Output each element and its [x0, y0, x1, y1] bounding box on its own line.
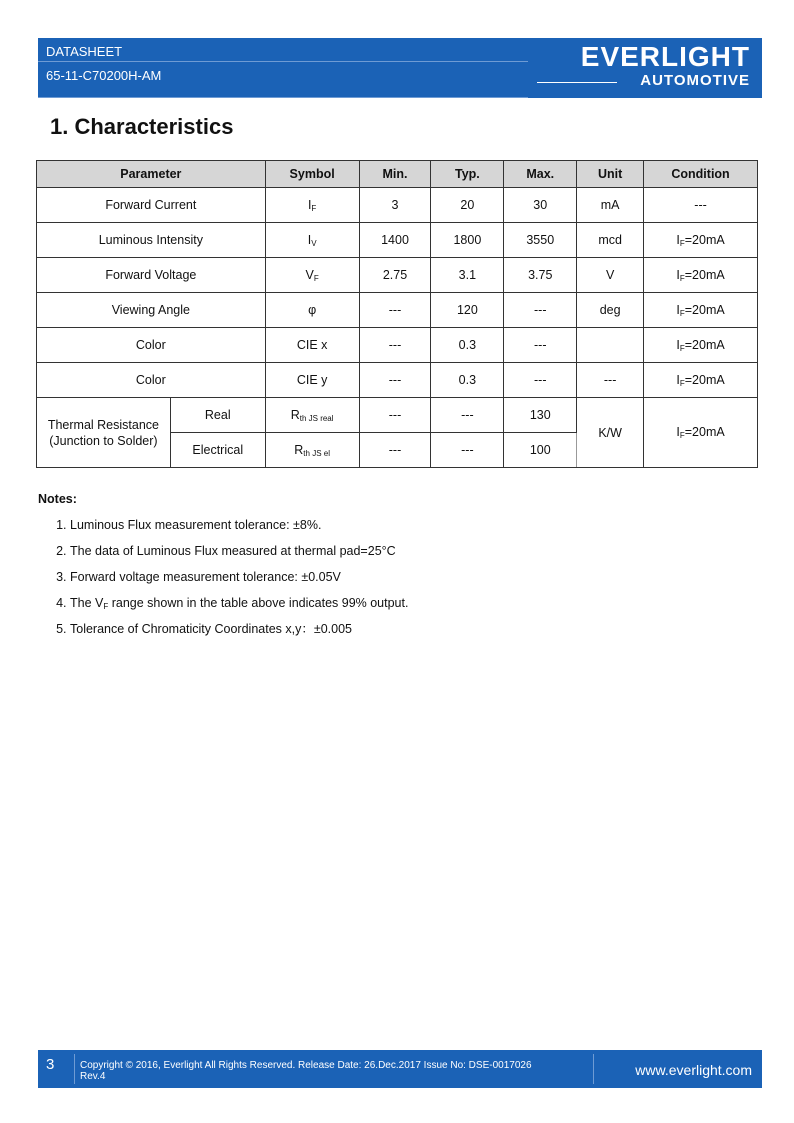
notes-list	[38, 514, 408, 644]
cell-typ: ---	[431, 433, 504, 468]
cell-unit: mA	[577, 188, 644, 223]
header-symbol: Symbol	[265, 161, 359, 188]
cell-symbol: $I_F$	[265, 188, 359, 223]
cell-typ: 1800	[431, 223, 504, 258]
logo-brand: EVERLIGHT	[580, 41, 750, 72]
header-parameter: Parameter	[37, 161, 266, 188]
table-row	[37, 223, 758, 258]
cell-min: ---	[359, 363, 431, 398]
cell-parameter: Color	[37, 363, 266, 398]
footer-divider	[74, 1054, 75, 1084]
notes-title: Notes:	[38, 492, 77, 506]
cell-condition: $I_F=20mA$	[644, 328, 758, 363]
table-row-thermal-real	[37, 398, 758, 433]
cell-condition: ---	[644, 188, 758, 223]
cell-min: ---	[359, 398, 431, 433]
doc-type: DATASHEET	[46, 44, 123, 59]
cell-symbol: $R_{th JS real}$	[265, 398, 359, 433]
cell-typ: ---	[431, 398, 504, 433]
cell-unit: deg	[577, 293, 644, 328]
cell-unit	[577, 328, 644, 363]
copyright-text: Copyright © 2016, Everlight All Rights Reserved. Release Date: 26.Dec.2017 Issue No: DSE-0017026	[80, 1060, 532, 1071]
table-header-row	[37, 161, 758, 188]
header-unit: Unit	[577, 161, 644, 188]
cell-typ: 20	[431, 188, 504, 223]
website-link[interactable]: www.everlight.com	[635, 1062, 752, 1078]
note-item: 2. The data of Luminous Flux measured at thermal pad=25°C	[70, 540, 408, 566]
header-divider	[38, 97, 528, 98]
cell-unit: ---	[577, 363, 644, 398]
header-typ: Typ.	[431, 161, 504, 188]
cell-symbol: $R_{th JS el}$	[265, 433, 359, 468]
note-item: 3. Forward voltage measurement tolerance: ±0.05V	[70, 566, 408, 592]
header-doc-info	[38, 38, 528, 98]
cell-typ: 0.3	[431, 328, 504, 363]
cell-typ: 3.1	[431, 258, 504, 293]
cell-min: 1400	[359, 223, 431, 258]
note-item: 5. Tolerance of Chromaticity Coordinates x,y：±0.005	[70, 618, 408, 644]
table-row	[37, 363, 758, 398]
cell-max: ---	[504, 328, 577, 363]
cell-symbol: CIE y	[265, 363, 359, 398]
cell-min: 3	[359, 188, 431, 223]
cell-unit: V	[577, 258, 644, 293]
cell-parameter: Luminous Intensity	[37, 223, 266, 258]
table-row	[37, 328, 758, 363]
page-number: 3	[46, 1056, 55, 1073]
cell-max: 30	[504, 188, 577, 223]
cell-symbol: $V_F$	[265, 258, 359, 293]
cell-parameter: Viewing Angle	[37, 293, 266, 328]
page-footer	[38, 1050, 762, 1088]
cell-condition: $I_F=20mA$	[644, 223, 758, 258]
cell-max: ---	[504, 363, 577, 398]
table-row	[37, 293, 758, 328]
everlight-logo	[535, 42, 750, 96]
header-max: Max.	[504, 161, 577, 188]
cell-parameter: Forward Voltage	[37, 258, 266, 293]
cell-unit: mcd	[577, 223, 644, 258]
page-header	[38, 38, 762, 98]
table-row	[37, 188, 758, 223]
header-condition: Condition	[644, 161, 758, 188]
table-row	[37, 258, 758, 293]
cell-condition: $I_F=20mA$	[644, 293, 758, 328]
cell-condition: $I_F=20mA$	[644, 398, 758, 468]
cell-symbol: $I_V$	[265, 223, 359, 258]
cell-thermal-el-label: Electrical	[170, 433, 265, 468]
cell-min: ---	[359, 433, 431, 468]
part-number: 65-11-C70200H-AM	[46, 68, 162, 83]
cell-max: 130	[504, 398, 577, 433]
characteristics-table	[36, 160, 758, 468]
cell-condition: $I_F=20mA$	[644, 258, 758, 293]
cell-symbol: φ	[265, 293, 359, 328]
section-title: 1. Characteristics	[50, 114, 234, 139]
cell-condition: $I_F=20mA$	[644, 363, 758, 398]
note-item: 1. Luminous Flux measurement tolerance: ±8%.	[70, 514, 408, 540]
cell-symbol: CIE x	[265, 328, 359, 363]
cell-thermal-parameter: Thermal Resistance (Junction to Solder)	[37, 398, 171, 468]
header-min: Min.	[359, 161, 431, 188]
footer-divider	[593, 1054, 594, 1084]
footer-copyright	[80, 1060, 595, 1082]
cell-thermal-real-label: Real	[170, 398, 265, 433]
cell-min: ---	[359, 328, 431, 363]
cell-unit: K/W	[577, 398, 644, 468]
cell-max: 100	[504, 433, 577, 468]
cell-max: ---	[504, 293, 577, 328]
cell-parameter: Color	[37, 328, 266, 363]
header-divider	[38, 61, 528, 62]
cell-typ: 0.3	[431, 363, 504, 398]
logo-division: AUTOMOTIVE	[640, 72, 750, 89]
cell-typ: 120	[431, 293, 504, 328]
notes-section	[38, 492, 408, 644]
logo-underline	[537, 82, 617, 83]
cell-min: 2.75	[359, 258, 431, 293]
cell-max: 3550	[504, 223, 577, 258]
cell-parameter: Forward Current	[37, 188, 266, 223]
cell-min: ---	[359, 293, 431, 328]
note-item: 4. The $V_F$ range shown in the table above indicates 99% output.	[70, 592, 408, 618]
revision-text: Rev.4	[80, 1071, 106, 1082]
cell-max: 3.75	[504, 258, 577, 293]
